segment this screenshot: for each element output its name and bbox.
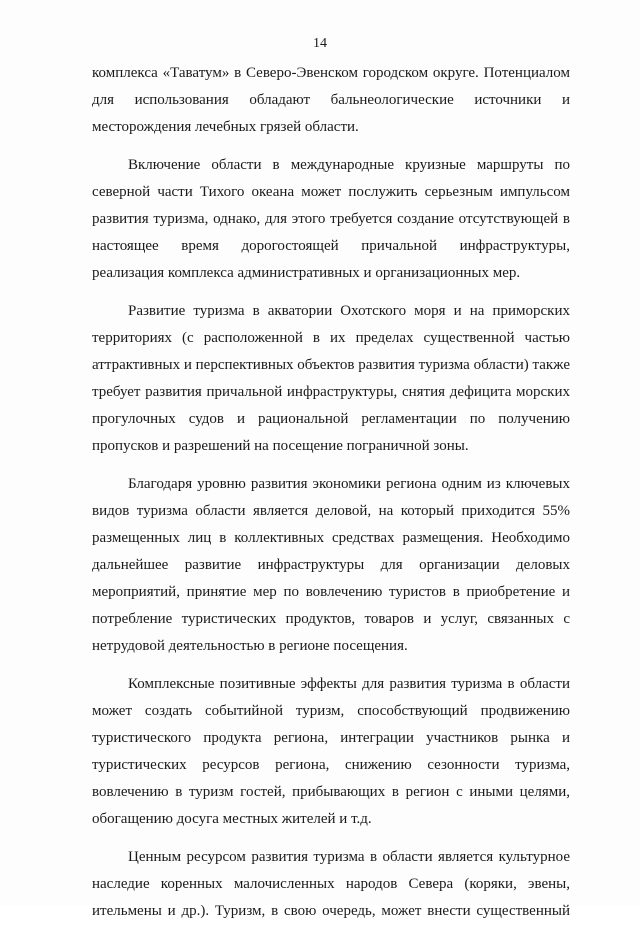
paragraph-okhotsk-sea: Развитие туризма в акватории Охотского моря и на приморских территориях (с расположенной в их пределах существенной частью аттрактивных и перспективных объектов развития туризма области) также требует развития причальной инфраструктуры, снятия дефицита морских прогулочных судов и рациональной регламентации по получению пропусков и разрешений на посещение пограничной зоны. [92,303,570,454]
paragraph-business-tourism: Благодаря уровню развития экономики региона одним из ключевых видов туризма области является деловой, на который приходится 55% размещенных лиц в коллективных средствах размещения. Необходимо дальнейшее развитие инфраструктуры для организации деловых мероприятий, принятие мер по вовлечению туристов в приобретение и потребление туристических продуктов, товаров и услуг, связанных с нетрудовой деятельностью в регионе посещения. [92,476,570,654]
paragraph-cultural-heritage: Ценным ресурсом развития туризма в области является культурное наследие коренных малочисленных народов Севера (коряки, эвены, ительмены и др.). Туризм, в свою очередь, может внести существенный [92,849,570,919]
paragraph-event-tourism: Комплексные позитивные эффекты для развития туризма в области может создать событийной туризм, способствующий продвижению туристического продукта региона, интеграции участников рынка и туристических ресурсов региона, снижению сезонности туризма, вовлечению в туризм гостей, прибывающих в регион с иными целями, обогащению досуга местных жителей и т.д. [92,676,570,827]
paragraph-cruise-routes: Включение области в международные круизные маршруты по северной части Тихого океана может послужить серьезным импульсом развития туризма, однако, для этого требуется создание отсутствующей в настоящее время дорогостоящей причальной инфраструктуры, реализация комплекса административных и организационных мер. [92,157,570,281]
paragraph-continuation: комплекса «Таватум» в Северо-Эвенском городском округе. Потенциалом для использования обладают бальнеологические источники и месторождения лечебных грязей области. [92,65,570,135]
document-body [92,60,570,925]
page-number: 14 [313,36,327,51]
